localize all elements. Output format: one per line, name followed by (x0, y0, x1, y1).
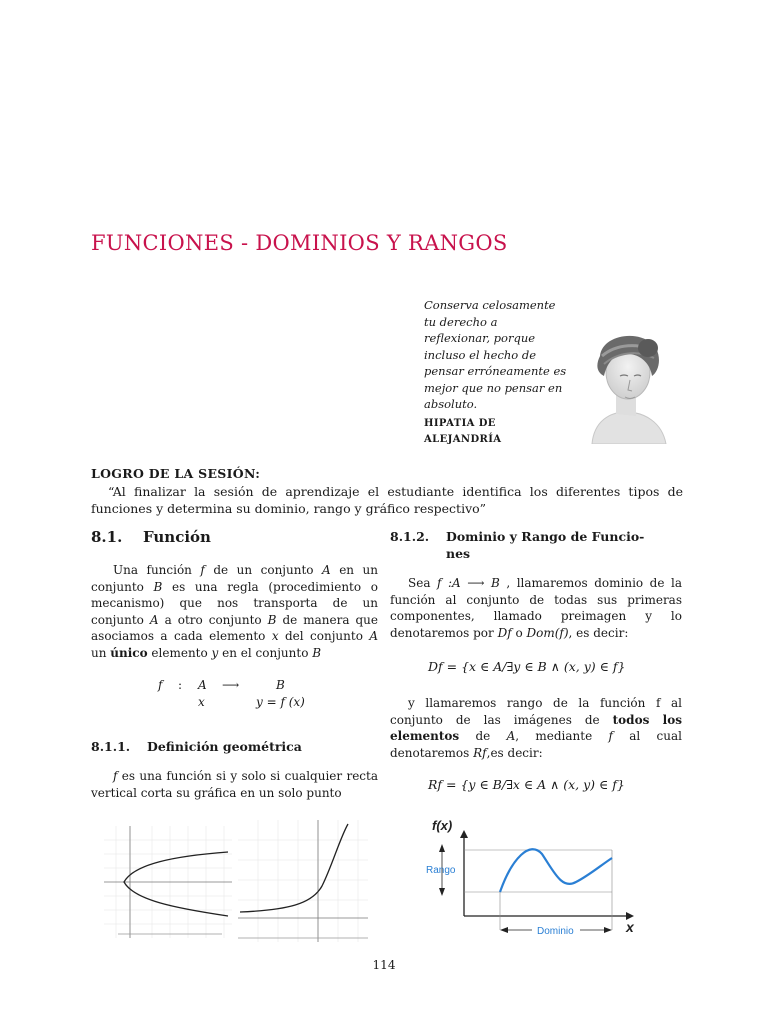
epigraph-line: incluso el hecho de (424, 347, 537, 362)
function-mapping (158, 678, 328, 712)
section-number: 8.1. (91, 528, 123, 546)
parabola-curve (124, 852, 228, 916)
mapping-B: B (276, 678, 285, 692)
rango-formula: Rf = {y ∈ B/∃x ∈ A ∧ (x, y) ∈ f} (428, 777, 625, 792)
fx-label: f(x) (432, 818, 453, 833)
section-heading-funcion (91, 528, 211, 546)
epigraph-line: tu derecho a (424, 314, 498, 329)
subsection-title: Definición geométrica (147, 739, 302, 754)
epigraph-author-line: ALEJANDRÍA (424, 434, 502, 445)
mapping-y-eq: y = f (x) (256, 695, 305, 709)
dominio-left-arrow-icon (500, 927, 508, 933)
dominio-formula: Df = {x ∈ A/∃y ∈ B ∧ (x, y) ∈ f} (428, 659, 626, 674)
epigraph-line: reflexionar, porque (424, 331, 536, 345)
rango-up-arrow-icon (439, 844, 445, 852)
hypatia-portrait (582, 326, 670, 444)
y-axis-arrow-icon (460, 830, 468, 838)
epigraph-quote (424, 297, 574, 413)
page-number: 114 (372, 958, 396, 972)
rango-label: Rango (426, 865, 456, 876)
subsection-heading-dominio-rango (390, 528, 682, 562)
dominio-definition: Sea f :A ⟶ B , llamaremos dominio de la función al conjunto de todas sus primeras componentes, llamado preimagen y lo denotaremos por Df o Dom(f), es decir: (390, 576, 682, 640)
sideways-parabola-graph (104, 826, 232, 938)
logro-text: “Al finalizar la sesión de aprendizaje el estudiante identifica los diferentes tipos de funciones y determina su dominio, rango y gráfico respectivo” (91, 484, 683, 516)
dominio-label: Dominio (537, 926, 574, 937)
section-title: Función (143, 528, 211, 546)
epigraph-author (424, 416, 501, 448)
epigraph-line: mejor que no pensar en (424, 380, 563, 395)
subsection-title-cont: nes (446, 546, 471, 561)
chapter-title: FUNCIONES - DOMINIOS Y RANGOS (91, 231, 508, 255)
function-curve (500, 849, 612, 892)
exponential-graph (238, 820, 368, 942)
subsection-title: Dominio y Rango de Funcio- (446, 529, 645, 544)
rango-down-arrow-icon (439, 888, 445, 896)
mapping-x: x (198, 695, 205, 709)
dominio-right-arrow-icon (604, 927, 612, 933)
exponential-curve (240, 824, 348, 912)
funcion-definition: Una función f de un conjunto A en un conjunto B es una regla (procedimiento o mecanismo) que nos transporta de un conjunto A a otro conjunto B de manera que asociamos a cada elemento x del conjunto A un único elemento y en el conjunto B (91, 563, 379, 660)
geometric-definition-text: f es una función si y solo si cualquier recta vertical corta su gráfica en un solo punto (91, 769, 378, 800)
logro-heading: LOGRO DE LA SESIÓN: (91, 466, 261, 481)
guide-lines (464, 850, 612, 930)
mapping-arrow: ⟶ (222, 678, 240, 692)
x-label: x (626, 919, 634, 935)
grid (238, 820, 368, 942)
epigraph-line: Conserva celosamente (424, 298, 556, 312)
subsection-number: 8.1.1. (91, 739, 131, 754)
epigraph-line: pensar erróneamente es (424, 364, 567, 378)
subsection-number: 8.1.2. (390, 529, 430, 544)
epigraph-line: absoluto. (424, 397, 478, 411)
mapping-colon: : (178, 678, 183, 692)
rango-definition: y llamaremos rango de la función f al conjunto de las imágenes de todos los elementos de A, mediante f al cual denotaremos Rf,es decir: (390, 696, 682, 760)
epigraph-author-line: HIPATIA DE (424, 418, 496, 429)
mapping-A: A (198, 678, 207, 692)
dominio-rango-diagram (412, 818, 648, 942)
mapping-f: f (158, 678, 163, 692)
subsection-heading-geometrica (91, 738, 302, 755)
